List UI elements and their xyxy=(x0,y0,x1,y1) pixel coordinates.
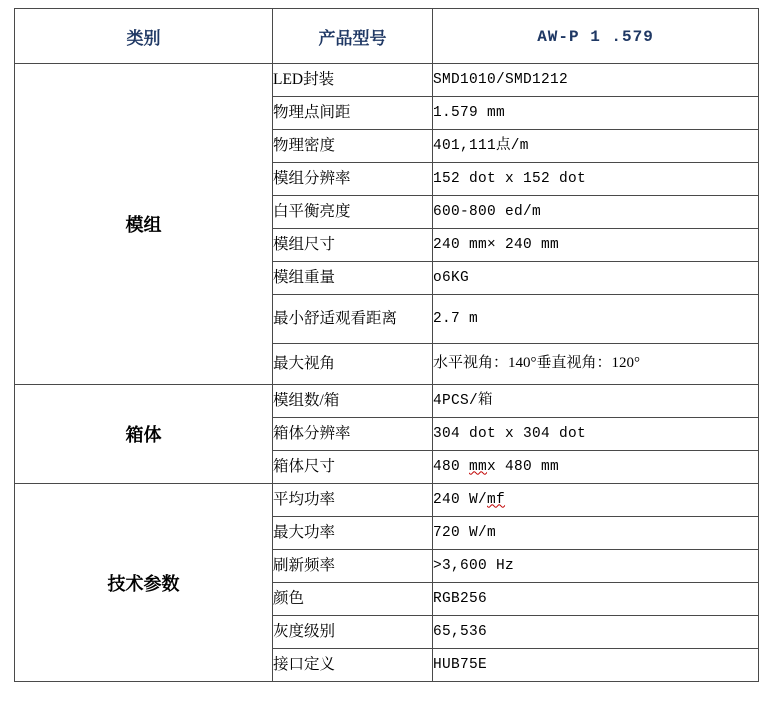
parameter-name: 箱体分辨率 xyxy=(273,425,351,443)
parameter-value: 152 dot x 152 dot xyxy=(433,170,587,187)
parameter-value-cell xyxy=(433,583,759,616)
table-row xyxy=(15,64,759,97)
parameter-value-cell xyxy=(433,344,759,385)
parameter-value: 240 mm× 240 mm xyxy=(433,236,560,253)
spec-sheet xyxy=(0,8,777,708)
parameter-name: 箱体尺寸 xyxy=(273,458,336,476)
parameter-value: 65,536 xyxy=(433,623,488,640)
parameter-value-cell xyxy=(433,649,759,682)
parameter-name: LED封装 xyxy=(273,71,335,89)
parameter-name-cell xyxy=(273,517,433,550)
parameter-name-cell xyxy=(273,130,433,163)
parameter-name: 白平衡亮度 xyxy=(273,203,351,221)
header-model-label-cell xyxy=(273,9,433,64)
parameter-name-cell xyxy=(273,616,433,649)
parameter-value-cell xyxy=(433,130,759,163)
parameter-name-cell xyxy=(273,196,433,229)
parameter-name-cell xyxy=(273,451,433,484)
parameter-value-cell xyxy=(433,418,759,451)
parameter-value: 1.579 mm xyxy=(433,104,506,121)
parameter-name-cell xyxy=(273,484,433,517)
parameter-value: 401,111点/m xyxy=(433,137,529,154)
led-spec-table xyxy=(14,8,759,682)
parameter-value-cell xyxy=(433,385,759,418)
parameter-value-cell xyxy=(433,484,759,517)
parameter-name: 模组分辨率 xyxy=(273,170,351,188)
parameter-value: 水平视角：140°垂直视角：120° xyxy=(433,355,640,372)
table-header-row xyxy=(15,9,759,64)
group-label-cell xyxy=(15,385,273,484)
parameter-value-cell xyxy=(433,517,759,550)
parameter-value: RGB256 xyxy=(433,590,488,607)
parameter-value-cell xyxy=(433,97,759,130)
parameter-name-cell xyxy=(273,344,433,385)
header-model-value: AW-P 1 .579 xyxy=(537,28,654,46)
parameter-value-cell xyxy=(433,550,759,583)
parameter-value-cell xyxy=(433,295,759,344)
header-model-value-cell xyxy=(433,9,759,64)
parameter-name: 刷新频率 xyxy=(273,557,336,575)
parameter-value: >3,600 Hz xyxy=(433,557,515,574)
spellcheck-underline: mm xyxy=(469,458,488,475)
group-label-cell xyxy=(15,64,273,385)
parameter-value-cell xyxy=(433,616,759,649)
parameter-name-cell xyxy=(273,229,433,262)
parameter-value: 4PCS/箱 xyxy=(433,392,493,409)
parameter-value: 2.7 m xyxy=(433,310,479,327)
parameter-name: 颜色 xyxy=(273,590,305,608)
parameter-value: o6KG xyxy=(433,269,470,286)
group-label-cell xyxy=(15,484,273,682)
group-label: 箱体 xyxy=(125,425,162,445)
parameter-name: 平均功率 xyxy=(273,491,336,509)
parameter-name-cell xyxy=(273,550,433,583)
parameter-name-cell xyxy=(273,97,433,130)
parameter-name: 模组尺寸 xyxy=(273,236,336,254)
parameter-value: SMD1010/SMD1212 xyxy=(433,71,569,88)
parameter-name-cell xyxy=(273,385,433,418)
parameter-value: HUB75E xyxy=(433,656,488,673)
parameter-value-cell xyxy=(433,229,759,262)
header-category-cell xyxy=(15,9,273,64)
parameter-name-cell xyxy=(273,583,433,616)
parameter-value: 600-800 ed/m xyxy=(433,203,542,220)
parameter-name: 灰度级别 xyxy=(273,623,336,641)
parameter-name: 模组重量 xyxy=(273,269,336,287)
parameter-name-cell xyxy=(273,262,433,295)
parameter-name: 最大功率 xyxy=(273,524,336,542)
parameter-name: 最大视角 xyxy=(273,355,336,373)
parameter-name: 物理点间距 xyxy=(273,104,351,122)
parameter-value-cell xyxy=(433,196,759,229)
parameter-value: 304 dot x 304 dot xyxy=(433,425,587,442)
parameter-name: 物理密度 xyxy=(273,137,336,155)
table-row xyxy=(15,484,759,517)
parameter-name: 最小舒适观看距离 xyxy=(273,310,398,328)
parameter-value: 480 mmx 480 mm xyxy=(433,458,560,475)
parameter-value-cell xyxy=(433,163,759,196)
parameter-name-cell xyxy=(273,163,433,196)
parameter-value-cell xyxy=(433,64,759,97)
spellcheck-underline: mf xyxy=(487,491,506,508)
parameter-name-cell xyxy=(273,64,433,97)
group-label: 模组 xyxy=(125,215,162,235)
header-category-label: 类别 xyxy=(126,28,161,48)
parameter-name-cell xyxy=(273,418,433,451)
table-row xyxy=(15,385,759,418)
parameter-name-cell xyxy=(273,295,433,344)
parameter-name: 模组数/箱 xyxy=(273,392,340,410)
header-model-label: 产品型号 xyxy=(318,28,387,48)
group-label: 技术参数 xyxy=(107,573,180,594)
parameter-name-cell xyxy=(273,649,433,682)
parameter-value: 240 W/mf xyxy=(433,491,506,508)
parameter-value: 720 W/m xyxy=(433,524,497,541)
parameter-value-cell xyxy=(433,451,759,484)
parameter-name: 接口定义 xyxy=(273,656,336,674)
parameter-value-cell xyxy=(433,262,759,295)
